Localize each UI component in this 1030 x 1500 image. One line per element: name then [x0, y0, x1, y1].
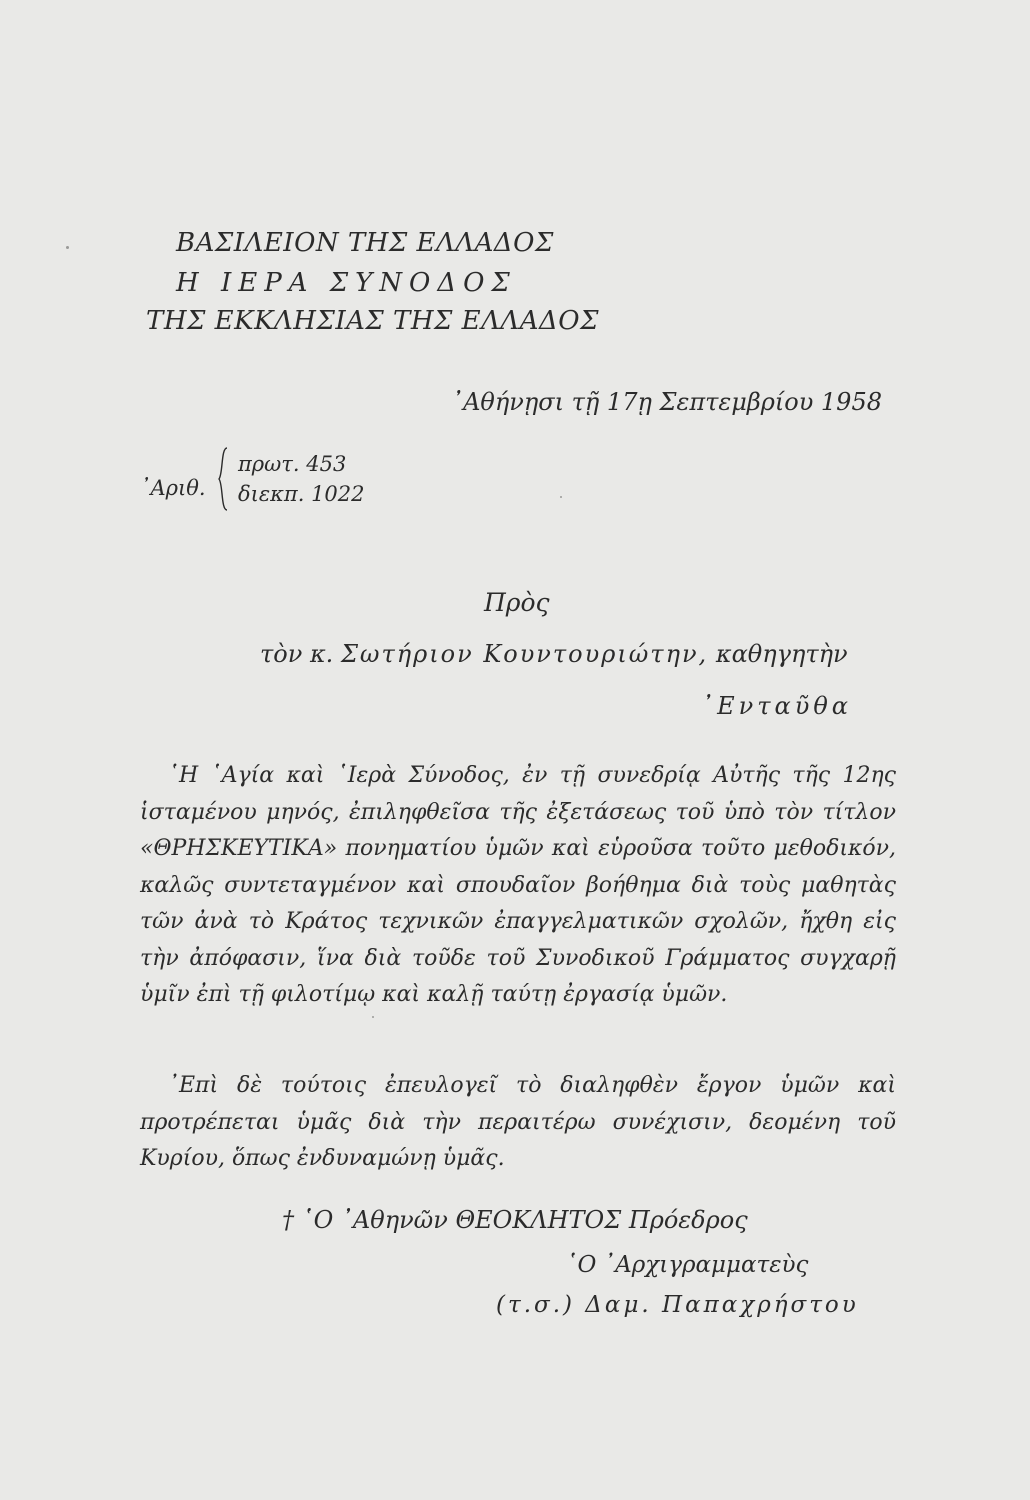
reference-dispatch-number: διεκπ. 1022 — [238, 482, 365, 506]
header-kingdom: ΒΑΣΙΛΕΙΟΝ ΤΗΣ ΕΛΛΑΔΟΣ — [176, 228, 554, 258]
reference-protocol-number: πρωτ. 453 — [238, 452, 347, 476]
header-church: ΤΗΣ ΕΚΚΛΗΣΙΑΣ ΤΗΣ ΕΛΛΑΔΟΣ — [146, 306, 599, 336]
header-holy-synod: Η ΙΕΡΑ ΣΥΝΟΔΟΣ — [176, 268, 517, 298]
recipient-place: ᾿Ενταῦθα — [701, 692, 852, 720]
recipient-title: καθηγητὴν — [715, 640, 848, 668]
recipient-name: Σωτήριον Κουντουριώτην, — [340, 640, 709, 668]
signature-secretary-title: ῾Ο ᾿Αρχιγραμματεὺς — [566, 1252, 809, 1278]
paper-speck — [66, 246, 69, 249]
body-paragraph-1-text: ῾Η ῾Αγία καὶ ῾Ιερὰ Σύνοδος, ἐν τῇ συνεδρίᾳ Αὐτῆς τῆς 12ης ἱσταμένου μηνός, ἐπιληφθεῖσα τῆς ἐξετάσεως τοῦ ὑπὸ τὸν τίτλον «ΘΡΗΣΚΕΥΤΙΚΑ» πονηματίου ὑμῶν καὶ εὑροῦσα τοῦτο μεθοδικόν, καλῶς συντεταγμένον καὶ σπουδαῖον βοήθημα διὰ τοὺς μαθητὰς τῶν ἀνὰ τὸ Κράτος τεχνικῶν ἐπαγγελματικῶν σχολῶν, ἤχθη εἰς τὴν ἀπόφασιν, ἵνα διὰ τοῦδε τοῦ Συνοδικοῦ Γράμματος συγχαρῇ ὑμῖν ἐπὶ τῇ φιλοτίμῳ καὶ καλῇ ταύτῃ ἐργασίᾳ ὑμῶν. — [140, 763, 896, 1007]
paper-speck — [560, 496, 562, 498]
signature-secretary-name: (τ.σ.) Δαμ. Παπαχρήστου — [496, 1292, 859, 1318]
recipient-to: Πρὸς — [484, 588, 550, 617]
letter-date: ᾿Αθήνῃσι τῇ 17ῃ Σεπτεμβρίου 1958 — [451, 388, 882, 416]
signature-president: † ῾Ο ᾿Αθηνῶν ΘΕΟΚΛΗΤΟΣ Πρόεδρος — [282, 1206, 748, 1234]
body-paragraph-1 — [140, 758, 896, 1014]
reference-label: ᾿Αριθ. — [140, 476, 206, 500]
paper-speck — [372, 1016, 374, 1018]
body-paragraph-2 — [140, 1068, 896, 1178]
recipient-line — [260, 640, 848, 668]
reference-brace — [218, 446, 228, 512]
body-paragraph-2-text: ᾿Επὶ δὲ τούτοις ἐπευλογεῖ τὸ διαληφθὲν ἔργον ὑμῶν καὶ προτρέπεται ὑμᾶς διὰ τὴν περαιτέρω συνέχισιν, δεομένη τοῦ Κυρίου, ὅπως ἐνδυναμώνῃ ὑμᾶς. — [140, 1073, 896, 1171]
recipient-prefix: τὸν κ. — [260, 640, 334, 668]
